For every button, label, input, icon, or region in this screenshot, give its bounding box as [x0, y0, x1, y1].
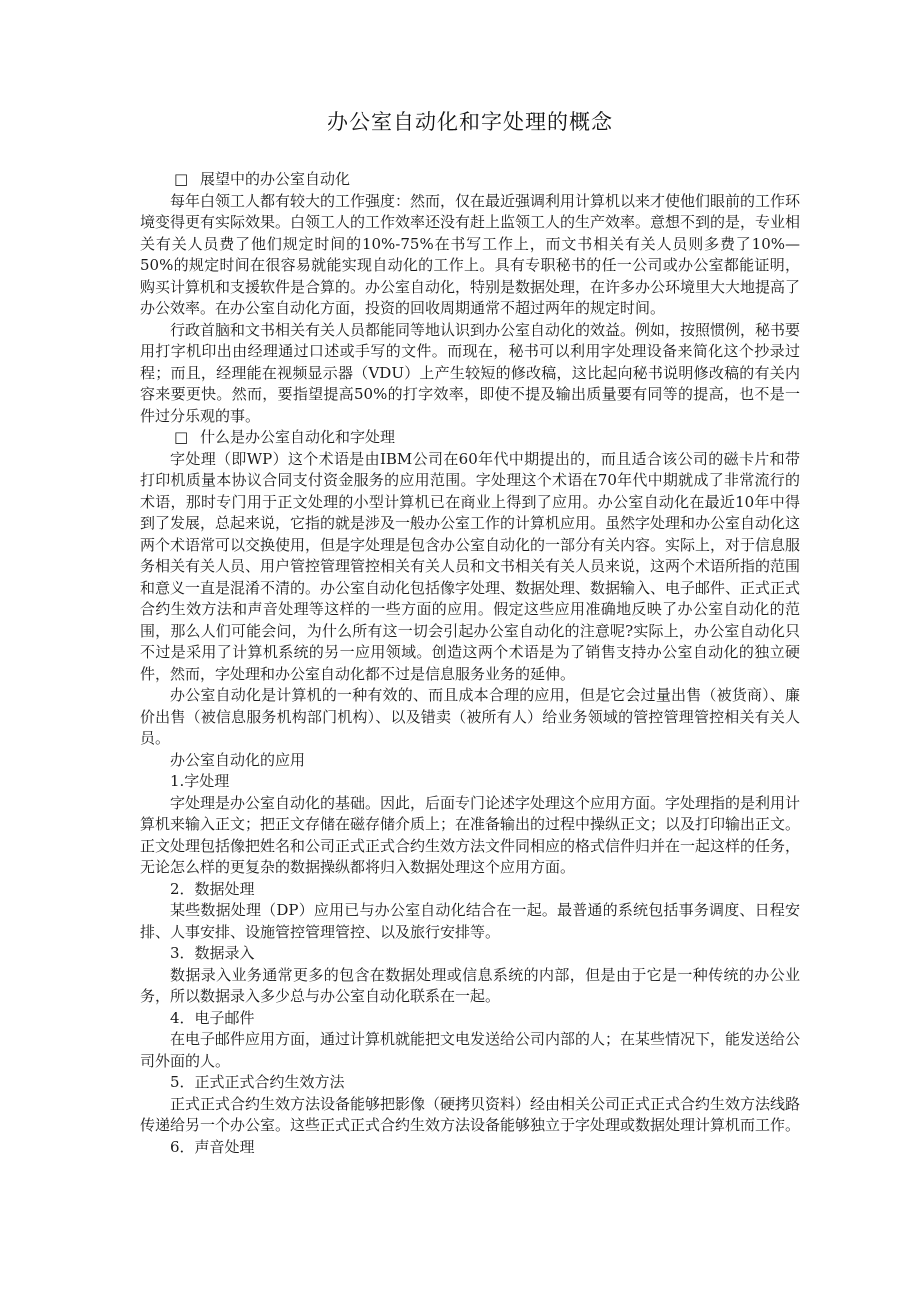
- subsection-heading: 5．正式正式合约生效方法: [170, 1073, 345, 1091]
- section-heading: [140, 169, 800, 191]
- document-body: [140, 169, 800, 1158]
- paragraph: 某些数据处理（DP）应用已与办公室自动化结合在一起。最普通的系统包括事务调度、日程安排、人事安排、设施管控管理管控、以及旅行安排等。: [140, 901, 800, 941]
- subsection-heading: 2．数据处理: [170, 879, 255, 898]
- subsection-heading: 6．声音处理: [170, 1137, 255, 1156]
- document-title: 办公室自动化和字处理的概念: [327, 110, 613, 134]
- paragraph: 正式正式合约生效方法设备能够把影像（硬拷贝资料）经由相关公司正式正式合约生效方法线路传递给另一个办公室。这些正式正式合约生效方法设备能够独立于字处理或数据处理计算机而工作。: [140, 1094, 801, 1134]
- subsection-heading: 4．电子邮件: [170, 1008, 255, 1027]
- subsection-heading: 办公室自动化的应用: [170, 750, 306, 769]
- subsection-heading: 1.字处理: [170, 772, 230, 790]
- paragraph: 在电子邮件应用方面，通过计算机就能把文电发送给公司内部的人；在某些情况下，能发送给公司外面的人。: [140, 1030, 801, 1070]
- paragraph: 行政首脑和文书相关有关人员都能同等地认识到办公室自动化的效益。例如，按照惯例，秘书要用打字机印出由经理通过口述或手写的文件。而现在，秘书可以利用字处理设备来简化这个抄录过程；而且，经理能在视频显示器（VDU）上产生较短的修改稿，这比起向秘书说明修改稿的有关内容来要更快。然而，要指望提高50%的打字效率，即使不提及输出质量要有同等的提高，也不是一件过分乐观的事。: [140, 320, 801, 425]
- section-heading: [140, 427, 800, 449]
- section-heading-text: 什么是办公室自动化和字处理: [200, 428, 396, 446]
- paragraph: 办公室自动化是计算机的一种有效的、而且成本合理的应用，但是它会过量出售（被货商）、廉价出售（被信息服务机构部门机构）、以及错卖（被所有人）给业务领域的管控管理管控相关有关人员。: [140, 686, 800, 747]
- paragraph: 数据录入业务通常更多的包含在数据处理或信息系统的内部，但是由于它是一种传统的办公业务，所以数据录入多少总与办公室自动化联系在一起。: [140, 965, 800, 1005]
- section-heading-text: 展望中的办公室自动化: [200, 170, 351, 188]
- paragraph: 字处理是办公室自动化的基础。因此，后面专门论述字处理这个应用方面。字处理指的是利用计算机来输入正文；把正文存储在磁存储介质上；在准备输出的过程中操纵正文；以及打印输出正文。正文处理包括像把姓名和公司正式正式合约生效方法文件同相应的格式信件归并在一起这样的任务，无论怎么样的更复杂的数据操纵都将归入数据处理这个应用方面。: [140, 793, 801, 876]
- checkbox-marker-icon: □: [174, 170, 189, 188]
- paragraph: 每年白领工人都有较大的工作强度：然而，仅在最近强调利用计算机以来才使他们眼前的工作环境变得更有实际效果。白领工人的工作效率还没有赶上监领工人的生产效率。意想不到的是，专业相关有关人员费了他们规定时间的10%-75%在书写工作上，而文书相关有关人员则多费了10%—50%的规定时间在很容易就能实现自动化的工作上。具有专职秘书的任一公司或办公室都能证明，购买计算机和支援软件是合算的。办公室自动化，特别是数据处理，在许多办公环境里大大地提高了办公效率。在办公室自动化方面，投资的回收周期通常不超过两年的规定时间。: [140, 191, 801, 317]
- paragraph: 字处理（即WP）这个术语是由IBM公司在60年代中期提出的，而且适合该公司的磁卡片和带打印机质量本协议合同支付资金服务的应用范围。字处理这个术语在70年代中期就成了非常流行的术语，那时专门用于正文处理的小型计算机已在商业上得到了应用。办公室自动化在最近10年中得到了发展，总起来说，它指的就是涉及一般办公室工作的计算机应用。虽然字处理和办公室自动化这两个术语常可以交换使用，但是字处理是包含办公室自动化的一部分有关内容。实际上，对于信息服务相关有关人员、用户管控管理管控相关有关人员和文书相关有关人员来说，这两个术语所指的范围和意义一直是混淆不清的。办公室自动化包括像字处理、数据处理、数据输入、电子邮件、正式正式合约生效方法和声音处理等这样的一些方面的应用。假定这些应用准确地反映了办公室自动化的范围，那么人们可能会问，为什么所有这一切会引起办公室自动化的注意呢?实际上，办公室自动化只不过是采用了计算机系统的另一应用领域。创造这两个术语是为了销售支持办公室自动化的独立硬件，然而，字处理和办公室自动化都不过是信息服务业务的延伸。: [140, 449, 801, 683]
- checkbox-marker-icon: □: [174, 428, 189, 446]
- subsection-heading: 3．数据录入: [170, 944, 255, 962]
